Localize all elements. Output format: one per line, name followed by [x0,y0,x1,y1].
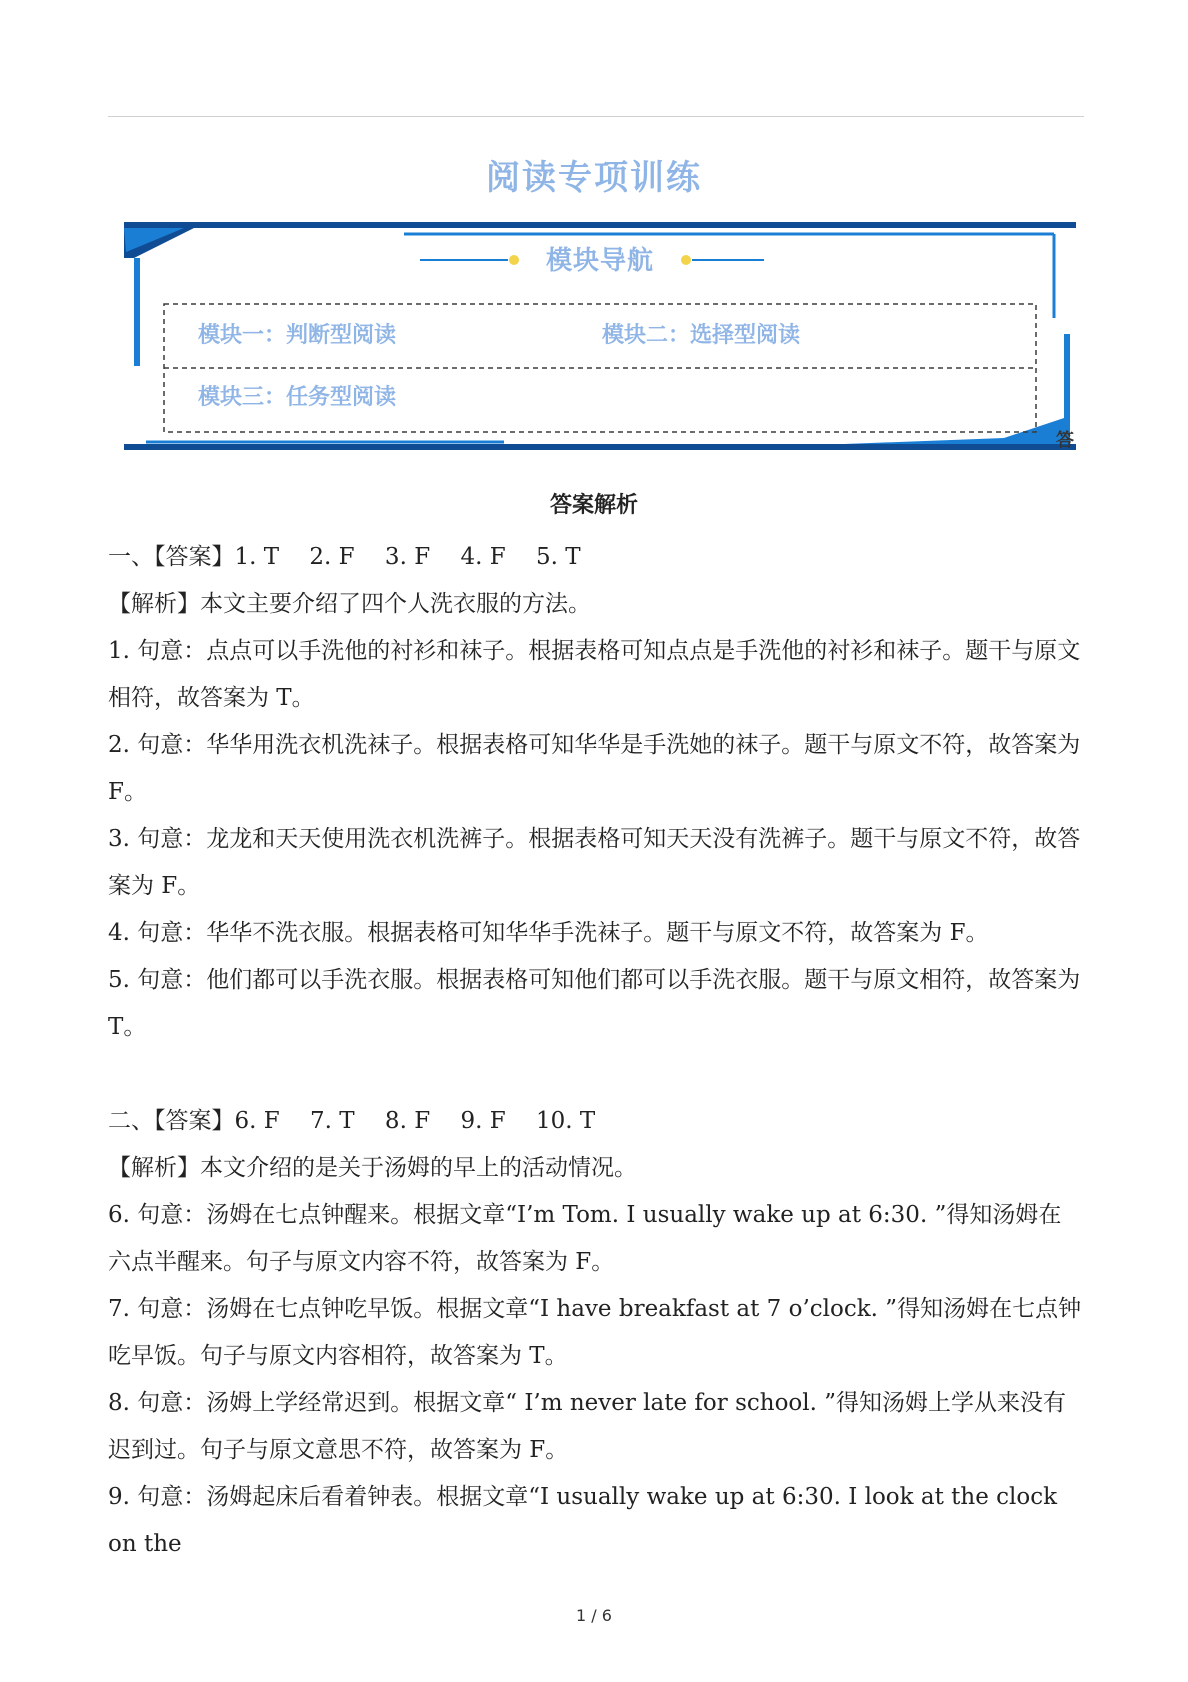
explanation-item-4: 4. 句意：华华不洗衣服。根据表格可知华华手洗袜子。题干与原文不符，故答案为 F。 [108,920,989,946]
module-1-label: 模块一：判断型阅读 [198,322,397,348]
module-3-label: 模块三：任务型阅读 [198,384,397,410]
navigation-heading-wrap [124,240,1076,280]
module-2-label: 模块二：选择型阅读 [602,322,801,348]
answer-content [108,534,1083,1568]
explanation-item-6: 6. 句意：汤姆在七点钟醒来。根据文章“I’m Tom. I usually wake up at 6:30. ”得知汤姆在六点半醒来。句子与原文内容不符，故答案为 F。 [108,1202,1062,1275]
explanation-item-1: 1. 句意：点点可以手洗他的衬衫和袜子。根据表格可知点点是手洗他的衬衫和袜子。题干与原文相符，故答案为 T。 [108,638,1081,711]
explanation-item-2: 2. 句意：华华用洗衣机洗袜子。根据表格可知华华是手洗她的袜子。题干与原文不符，故答案为 F。 [108,732,1081,805]
analysis-line-section-1: 【解析】本文主要介绍了四个人洗衣服的方法。 [108,591,591,617]
explanation-item-3: 3. 句意：龙龙和天天使用洗衣机洗裤子。根据表格可知天天没有洗裤子。题干与原文不符，故答案为 F。 [108,826,1081,899]
page-number: 1 / 6 [576,1606,612,1625]
answer-line-section-1: 一、【答案】1. T 2. F 3. F 4. F 5. T [108,544,581,570]
answer-analysis-title: 答案解析 [549,492,638,518]
navigation-heading: 模块导航 [545,246,654,276]
section-gap [108,1051,1083,1098]
module-navigation-box [124,218,1076,458]
explanation-item-7: 7. 句意：汤姆在七点钟吃早饭。根据文章“I have breakfast at 7 o’clock. ”得知汤姆在七点钟吃早饭。句子与原文内容相符，故答案为 T。 [108,1296,1082,1369]
analysis-line-section-2: 【解析】本文介绍的是关于汤姆的早上的活动情况。 [108,1155,637,1181]
document-title: 阅读专项训练 [486,158,702,198]
cut-off-character: 答 [1056,430,1074,451]
header-rule [108,116,1084,117]
explanation-item-8: 8. 句意：汤姆上学经常迟到。根据文章“ I’m never late for school. ”得知汤姆上学从来没有迟到过。句子与原文意思不符，故答案为 F。 [108,1390,1067,1463]
answer-line-section-2: 二、【答案】6. F 7. T 8. F 9. F 10. T [108,1108,596,1134]
explanation-item-9: 9. 句意：汤姆起床后看着钟表。根据文章“I usually wake up at 6:30. I look at the clock on the [108,1484,1058,1557]
explanation-item-5: 5. 句意：他们都可以手洗衣服。根据表格可知他们都可以手洗衣服。题干与原文相符，故答案为 T。 [108,967,1081,1040]
